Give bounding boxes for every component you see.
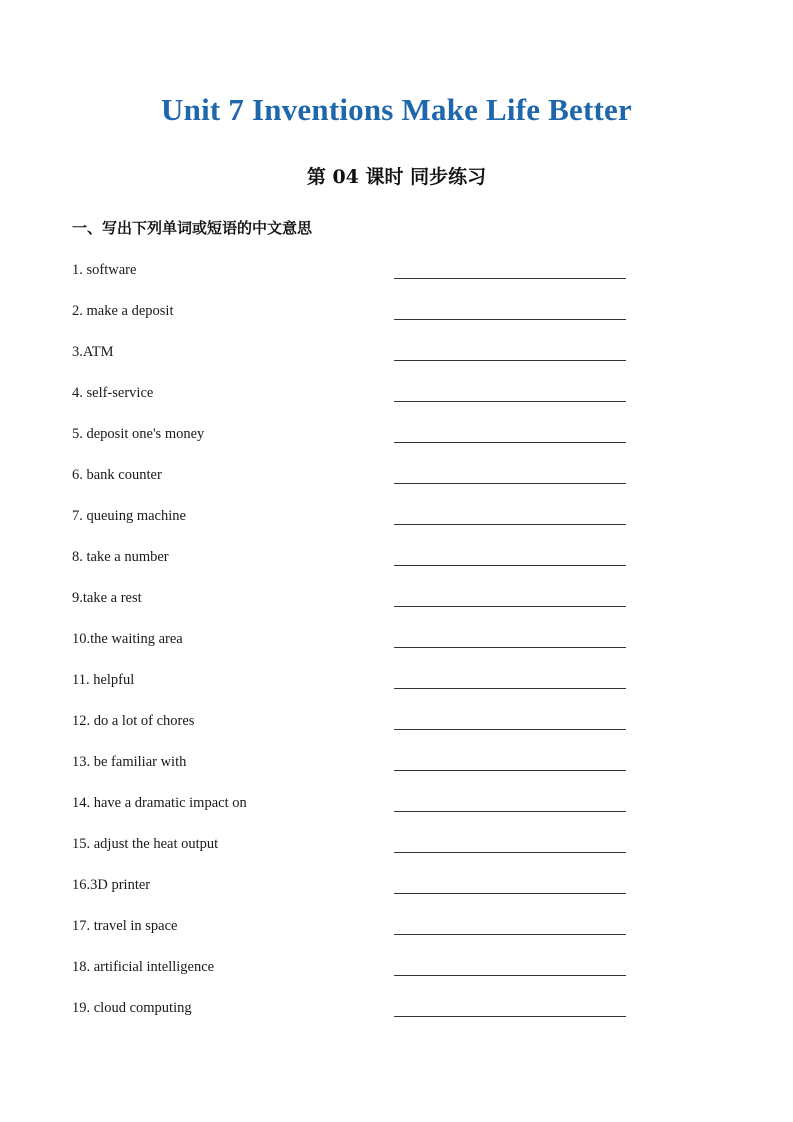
vocabulary-term: 3.ATM: [72, 344, 114, 360]
answer-blank[interactable]: [394, 606, 626, 607]
answer-blank[interactable]: [394, 688, 626, 689]
answer-blank[interactable]: [394, 360, 626, 361]
section-heading: 一、写出下列单词或短语的中文意思: [72, 219, 313, 237]
answer-blank[interactable]: [394, 278, 626, 279]
vocabulary-term: 10.the waiting area: [72, 631, 183, 647]
vocabulary-term: 11. helpful: [72, 672, 135, 688]
vocabulary-item: [0, 833, 793, 874]
vocabulary-term: 2. make a deposit: [72, 303, 174, 319]
answer-blank[interactable]: [394, 770, 626, 771]
vocabulary-item: [0, 505, 793, 546]
vocabulary-term: 4. self-service: [72, 385, 154, 401]
vocabulary-item: [0, 300, 793, 341]
vocabulary-term: 15. adjust the heat output: [72, 836, 219, 852]
vocabulary-term: 9.take a rest: [72, 590, 142, 606]
lesson-subtitle: 第 04 课时 同步练习: [306, 166, 487, 188]
vocabulary-item: [0, 710, 793, 751]
answer-blank[interactable]: [394, 975, 626, 976]
vocabulary-term: 7. queuing machine: [72, 508, 186, 524]
answer-blank[interactable]: [394, 934, 626, 935]
vocabulary-list: [0, 259, 793, 1038]
answer-blank[interactable]: [394, 852, 626, 853]
vocabulary-item: [0, 423, 793, 464]
vocabulary-term: 16.3D printer: [72, 877, 151, 893]
vocabulary-term: 14. have a dramatic impact on: [72, 795, 247, 811]
answer-blank[interactable]: [394, 811, 626, 812]
vocabulary-item: [0, 874, 793, 915]
answer-blank[interactable]: [394, 483, 626, 484]
answer-blank[interactable]: [394, 319, 626, 320]
vocabulary-term: 1. software: [72, 262, 137, 278]
page-title: Unit 7 Inventions Make Life Better: [161, 92, 632, 127]
answer-blank[interactable]: [394, 647, 626, 648]
vocabulary-term: 18. artificial intelligence: [72, 959, 215, 975]
vocabulary-term: 8. take a number: [72, 549, 169, 565]
vocabulary-item: [0, 382, 793, 423]
vocabulary-item: [0, 956, 793, 997]
vocabulary-item: [0, 628, 793, 669]
vocabulary-item: [0, 792, 793, 833]
vocabulary-item: [0, 669, 793, 710]
vocabulary-item: [0, 546, 793, 587]
answer-blank[interactable]: [394, 565, 626, 566]
answer-blank[interactable]: [394, 401, 626, 402]
vocabulary-item: [0, 464, 793, 505]
answer-blank[interactable]: [394, 1016, 626, 1017]
vocabulary-term: 6. bank counter: [72, 467, 162, 483]
vocabulary-term: 5. deposit one's money: [72, 426, 205, 442]
vocabulary-term: 12. do a lot of chores: [72, 713, 195, 729]
vocabulary-item: [0, 341, 793, 382]
vocabulary-item: [0, 915, 793, 956]
vocabulary-item: [0, 587, 793, 628]
vocabulary-term: 19. cloud computing: [72, 1000, 192, 1016]
answer-blank[interactable]: [394, 729, 626, 730]
vocabulary-item: [0, 751, 793, 792]
vocabulary-term: 17. travel in space: [72, 918, 178, 934]
vocabulary-item: [0, 997, 793, 1038]
answer-blank[interactable]: [394, 524, 626, 525]
vocabulary-item: [0, 259, 793, 300]
answer-blank[interactable]: [394, 893, 626, 894]
answer-blank[interactable]: [394, 442, 626, 443]
vocabulary-term: 13. be familiar with: [72, 754, 187, 770]
